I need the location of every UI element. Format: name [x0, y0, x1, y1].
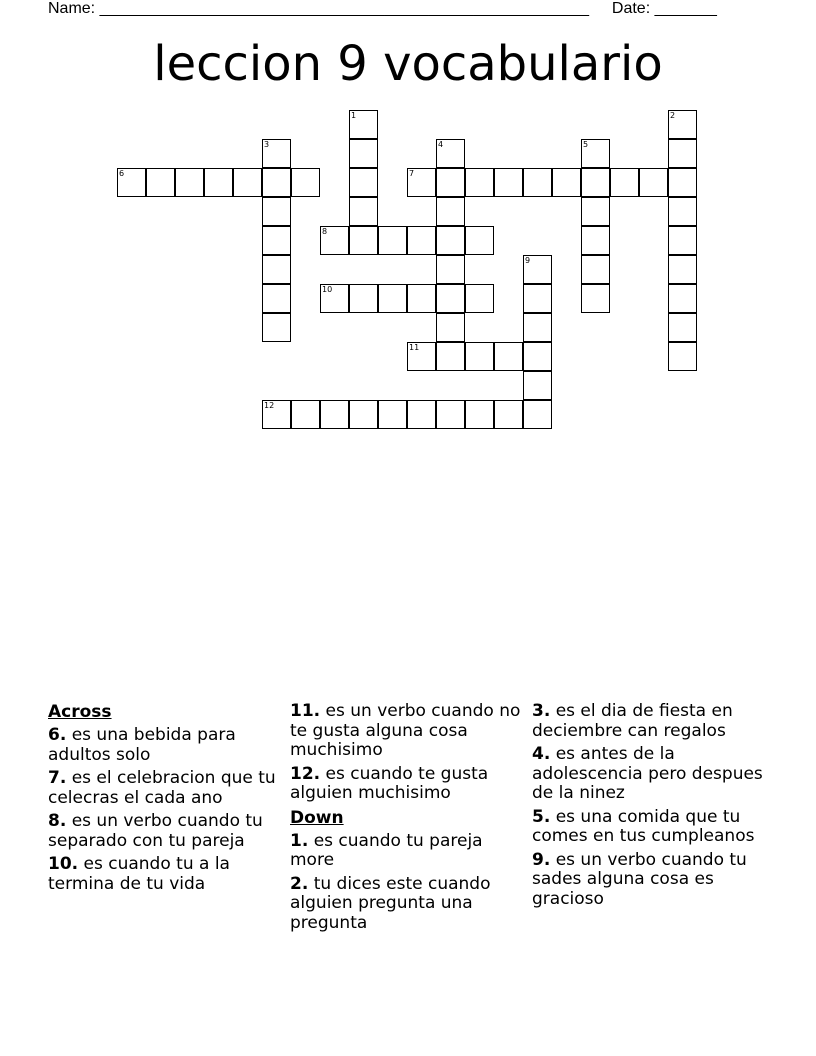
grid-cell: [407, 284, 436, 313]
grid-cell: [378, 226, 407, 255]
cell-number: 1: [351, 111, 357, 120]
clue-across-11: 11. es un verbo cuando no te gusta alguna cosa muchisimo: [290, 701, 521, 760]
grid-cell: [262, 313, 291, 342]
cell-number: 2: [670, 111, 676, 120]
grid-cell: [436, 400, 465, 429]
clue-across-12: 12. es cuando te gusta alguien muchisimo: [290, 763, 489, 803]
grid-cell: [146, 168, 175, 197]
grid-cell: [465, 284, 494, 313]
clue-column-3: [532, 702, 767, 913]
grid-cell: [349, 226, 378, 255]
grid-cell: [291, 400, 320, 429]
clue-across-7: 7. es el celebracion que tu celecras el cada ano: [48, 768, 276, 808]
cell-number: 4: [438, 140, 444, 149]
grid-cell: [581, 168, 610, 197]
grid-cell: [436, 255, 465, 284]
grid-cell: [407, 400, 436, 429]
date-line: _______: [654, 0, 717, 17]
grid-cell: [291, 168, 320, 197]
cell-number: 10: [322, 285, 333, 294]
grid-cell: [262, 168, 291, 197]
clue-across-10: 10. es cuando tu a la termina de tu vida: [48, 854, 230, 894]
grid-cell: [320, 400, 349, 429]
cell-number: 5: [583, 140, 589, 149]
name-label: Name:: [48, 0, 96, 17]
clue-down-4: 4. es antes de la adolescencia pero despues de la ninez: [532, 744, 763, 803]
cell-number: 7: [409, 169, 415, 178]
grid-cell: [523, 168, 552, 197]
clue-across-6: 6. es una bebida para adultos solo: [48, 725, 236, 765]
grid-cell: [523, 371, 552, 400]
grid-cell: [668, 342, 697, 371]
grid-cell: [523, 313, 552, 342]
clue-down-5: 5. es una comida que tu comes en tus cumpleanos: [532, 806, 755, 846]
grid-cell: [668, 313, 697, 342]
grid-cell: [349, 400, 378, 429]
grid-cell: [436, 284, 465, 313]
grid-cell: [494, 168, 523, 197]
grid-cell: [349, 284, 378, 313]
cell-number: 6: [119, 169, 125, 178]
grid-cell: [465, 168, 494, 197]
grid-cell: [436, 342, 465, 371]
grid-cell: [668, 168, 697, 197]
grid-cell: [262, 197, 291, 226]
grid-cell: [465, 226, 494, 255]
across-heading: Across: [48, 702, 112, 722]
grid-cell: [262, 284, 291, 313]
grid-cell: [204, 168, 233, 197]
name-line: _______________________________________________________: [99, 0, 589, 17]
clue-down-3: 3. es el dia de fiesta en deciembre can regalos: [532, 701, 733, 741]
clue-down-2: 2. tu dices este cuando alguien pregunta una pregunta: [290, 873, 491, 933]
cell-number: 8: [322, 227, 328, 236]
down-heading: Down: [290, 807, 344, 828]
grid-cell: [407, 226, 436, 255]
grid-cell: [175, 168, 204, 197]
clue-down-1: 1. es cuando tu pareja more: [290, 830, 483, 870]
grid-cell: [523, 284, 552, 313]
grid-cell: [494, 342, 523, 371]
clue-across-8: 8. es un verbo cuando tu separado con tu pareja: [48, 811, 263, 851]
clue-down-9: 9. es un verbo cuando tu sades alguna cosa es gracioso: [532, 849, 747, 909]
grid-cell: [668, 284, 697, 313]
grid-cell: [378, 284, 407, 313]
grid-cell: [668, 139, 697, 168]
grid-cell: [610, 168, 639, 197]
grid-cell: [465, 400, 494, 429]
grid-cell: [436, 197, 465, 226]
grid-cell: [349, 168, 378, 197]
cell-number: 11: [409, 343, 420, 352]
grid-cell: [581, 284, 610, 313]
grid-cell: [465, 342, 494, 371]
grid-cell: [639, 168, 668, 197]
grid-cell: [436, 168, 465, 197]
grid-cell: [668, 226, 697, 255]
grid-cell: [349, 139, 378, 168]
grid-cell: [523, 342, 552, 371]
grid-cell: [581, 226, 610, 255]
page-title: leccion 9 vocabulario: [153, 36, 663, 92]
cell-number: 12: [264, 401, 275, 410]
grid-cell: [436, 313, 465, 342]
grid-cell: [436, 226, 465, 255]
grid-cell: [523, 400, 552, 429]
grid-cell: [668, 255, 697, 284]
clue-column-2: [290, 702, 525, 937]
grid-cell: [262, 255, 291, 284]
clue-column-1: [48, 702, 283, 898]
grid-cell: [233, 168, 262, 197]
grid-cell: [552, 168, 581, 197]
cell-number: 9: [525, 256, 531, 265]
grid-cell: [581, 197, 610, 226]
cell-number: 3: [264, 140, 270, 149]
grid-cell: [668, 197, 697, 226]
grid-cell: [378, 400, 407, 429]
grid-cell: [494, 400, 523, 429]
grid-cell: [262, 226, 291, 255]
date-label: Date:: [611, 0, 651, 17]
grid-cell: [349, 197, 378, 226]
grid-cell: [581, 255, 610, 284]
